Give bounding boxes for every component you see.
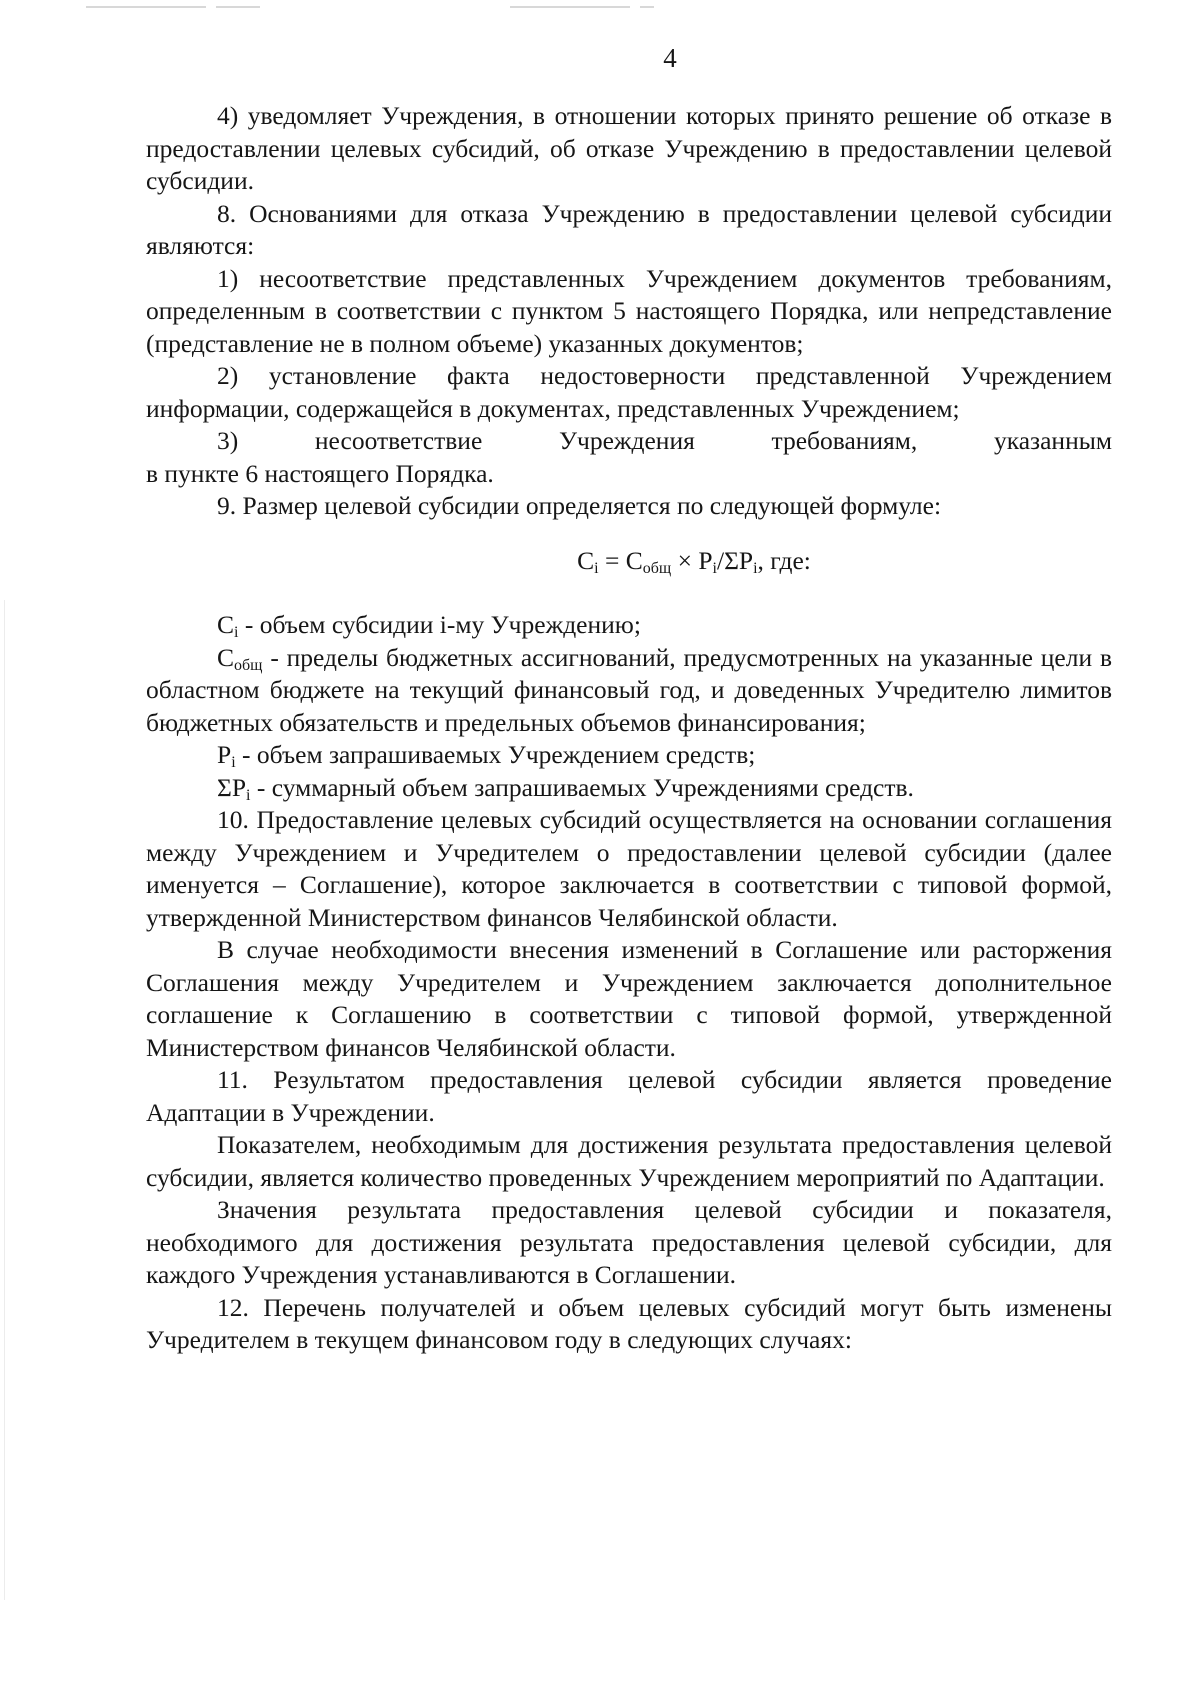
definition-pi-text: - объем запрашиваемых Учреждением средств; <box>235 740 756 769</box>
formula-c-sub: i <box>594 559 599 577</box>
paragraph-11: 11. Результатом предоставления целевой субсидии является проведение Адаптации в Учреждении. <box>146 1065 1112 1127</box>
paragraph-8-2: 2) установление факта недостоверности представленной Учреждением информации, содержащейся в документах, представленных Учреждением; <box>146 361 1112 423</box>
definition-spi-text: - суммарный объем запрашиваемых Учреждениями средств. <box>250 772 914 802</box>
definition-cobsh-text: - пределы бюджетных ассигнований, предусмотренных на указанные цели в областном бюджете на текущий финансовый год, и доведенных Учредителю лимитов бюджетных обязательств и предельных объемов финансирования; <box>146 642 1112 737</box>
scan-artifact <box>216 6 260 8</box>
paragraph-9: 9. Размер целевой субсидии определяется по следующей формуле: <box>217 491 942 520</box>
definition-spi-sub: i <box>246 786 251 804</box>
formula-c: C <box>577 545 595 575</box>
definition-spi-symbol: ΣP <box>217 772 247 802</box>
formula-total-sub: общ <box>642 559 672 577</box>
formula-div: /ΣP <box>716 545 754 575</box>
paragraph-10-b: В случае необходимости внесения изменений в Соглашение или расторжения Соглашения между Учредителем и Учреждением заключается дополнительное соглашение к Соглашению в соответствии с типовой формой, утвержденной Министерством финансов Челябинской области. <box>146 935 1112 1062</box>
document-text <box>146 100 1112 1357</box>
scan-edge <box>4 600 5 1600</box>
paragraph-item-4: 4) уведомляет Учреждения, в отношении которых принято решение об отказе в предоставлении целевых субсидий, об отказе Учреждению в предоставлении целевой субсидии. <box>146 101 1112 195</box>
paragraph-8-3-line-2: в пункте 6 настоящего Порядка. <box>146 458 494 488</box>
definition-pi-sub: i <box>231 754 236 771</box>
paragraph-11-b: Показателем, необходимым для достижения результата предоставления целевой субсидии, является количество проведенных Учреждением мероприятий по Адаптации. <box>146 1130 1112 1192</box>
subsidy-formula <box>146 545 1112 578</box>
paragraph-8-3-line-1: 3) несоответствие Учреждения требованиям, указанным <box>217 426 1112 455</box>
definition-ci-text: - объем субсидии i-му Учреждению; <box>238 610 641 639</box>
formula-p-sub: i <box>712 559 717 577</box>
definition-cobsh-sub: общ <box>234 656 263 674</box>
scan-artifact <box>640 6 654 8</box>
formula-eq: = C <box>598 545 643 575</box>
definition-ci <box>146 609 1112 642</box>
definition-pi <box>146 739 1112 772</box>
page-number: 4 <box>663 43 677 73</box>
formula-sum-sub: i <box>753 559 758 577</box>
definition-cobsh <box>146 642 1112 740</box>
paragraph-12: 12. Перечень получателей и объем целевых субсидий могут быть изменены Учредителем в текущем финансовом году в следующих случаях: <box>146 1292 1112 1354</box>
definition-cobsh-symbol: C <box>217 642 235 672</box>
definition-pi-symbol: P <box>217 740 232 769</box>
paragraph-10: 10. Предоставление целевых субсидий осуществляется на основании соглашения между Учреждением и Учредителем о предоставлении целевой субсидии (далее именуется – Соглашение), которое заключается в соответствии с типовой формой, утвержденной Министерством финансов Челябинской области. <box>146 805 1112 932</box>
formula-tail: , где: <box>757 545 811 575</box>
definition-spi <box>146 772 1112 805</box>
scan-artifact <box>510 6 630 8</box>
paragraph-8-1: 1) несоответствие представленных Учреждением документов требованиям, определенным в соответствии с пунктом 5 настоящего Порядка, или непредставление (представление не в полном объеме) указанных документов; <box>146 263 1112 358</box>
scan-artifact <box>86 6 206 8</box>
definition-ci-symbol: C <box>217 610 235 639</box>
paragraph-11-c: Значения результата предоставления целевой субсидии и показателя, необходимого для достижения результата предоставления целевой субсидии, для каждого Учреждения устанавливаются в Соглашении. <box>146 1195 1112 1289</box>
definition-ci-sub: i <box>234 624 239 641</box>
formula-times: × P <box>671 545 713 575</box>
paragraph-8: 8. Основаниями для отказа Учреждению в предоставлении целевой субсидии являются: <box>146 198 1112 260</box>
